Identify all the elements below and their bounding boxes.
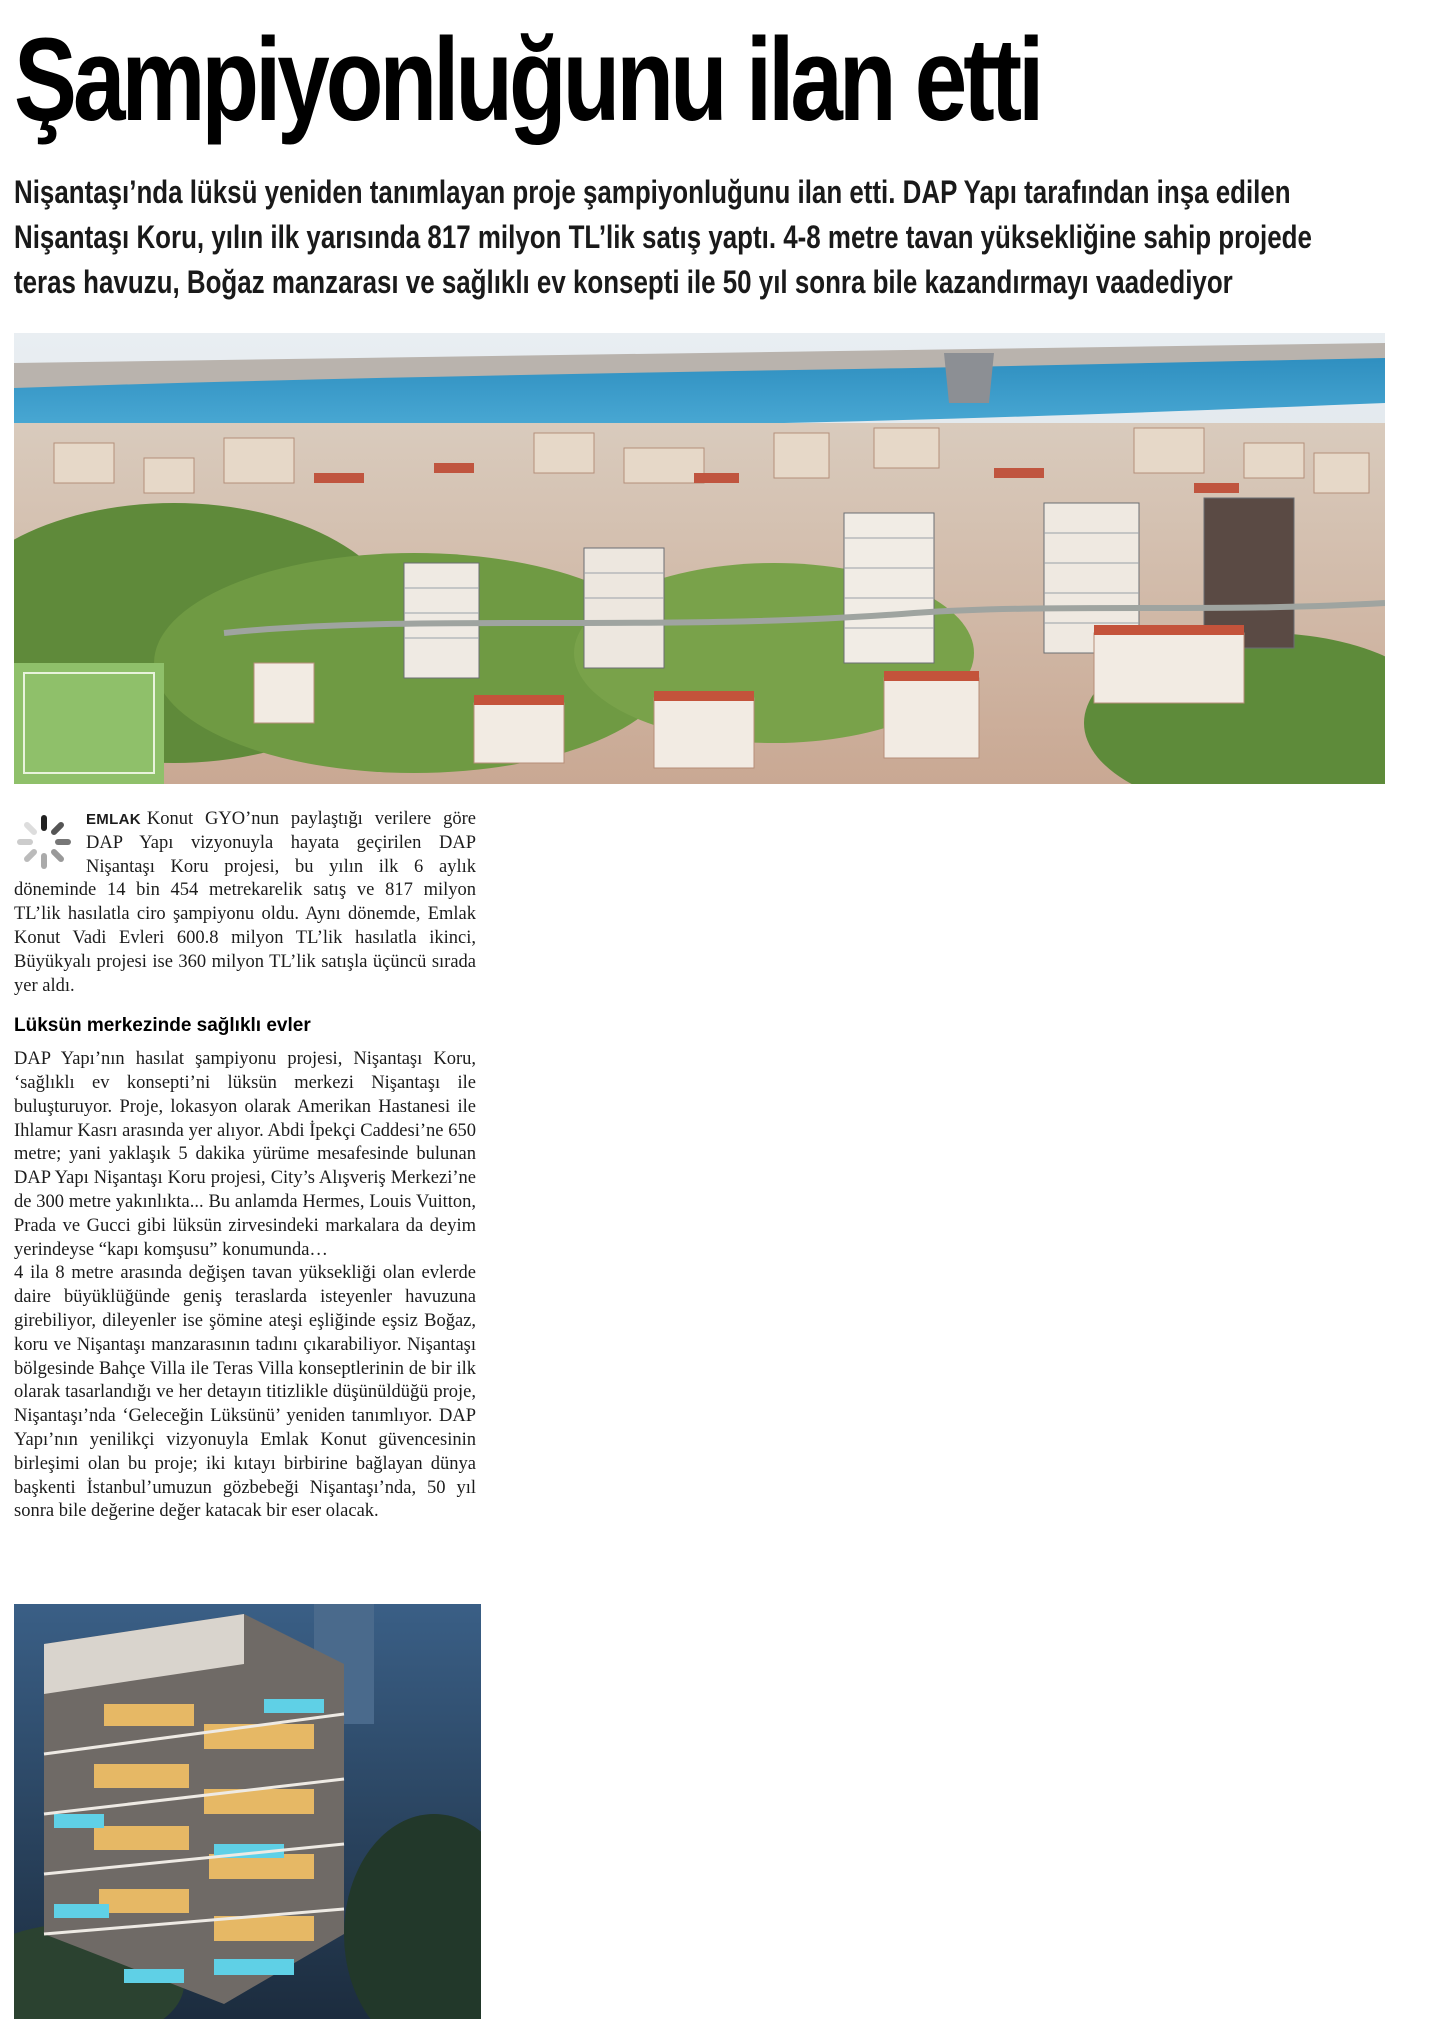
building-rendering-photo (14, 1604, 481, 2019)
deck (14, 170, 1404, 305)
lead-text: Konut GYO’nun paylaştığı verilere göre DAP Yapı vizyonuyla hayata geçirilen DAP Nişantaşı Koru projesi, bu yılın ilk 6 aylık döneminde 14 bin 454 metrekarelik satış ve 817 milyon TL’lik hasılatla ciro şampiyonu oldu. Aynı dönemde, Emlak Konut Vadi Evleri 600.8 milyon TL’lik hasılatla ikinci, Büyükyalı projesi ise 360 milyon TL’lik satışla üçüncü sırada yer aldı. (14, 809, 476, 996)
body-paragraph: 4 ila 8 metre arasında değişen tavan yüksekliği olan evlerde daire büyüklüğünde geniş teraslarda isteyenler havuzuna girebiliyor, dileyenler ise şömine ateşi eşliğinde eşsiz Boğaz, koru ve Nişantaşı manzarasının tadını çıkarabiliyor. Nişantaşı bölgesinde Bahçe Villa ile Teras Villa konseptlerinin de bir ilk olarak tasarlandığı ve her detayın titizlikle düşünüldüğü proje, Nişantaşı’nda ‘Geleceğin Lüksünü’ yeniden tanımlıyor. DAP Yapı’nın yenilikçi vizyonuyla Emlak Konut güvencesinin birleşimi olan bu proje; iki kıtayı birbirine bağlayan dünya başkenti İstanbul’umuzun gözbebeği Nişantaşı’nda, 50 yıl sonra bile değerine değer katacak bir eser olacak. (14, 1263, 476, 1522)
headline: Şampiyonluğunu ilan etti (14, 14, 1041, 146)
deck-line: Nişantaşı’nda lüksü yeniden tanımlayan proje şampiyonluğunu ilan etti. DAP Yapı tarafından inşa edilen (14, 174, 1291, 210)
subheading: Lüksün merkezinde sağlıklı evler (14, 1015, 311, 1037)
deck-line: Nişantaşı Koru, yılın ilk yarısında 817 milyon TL’lik satış yaptı. 4-8 metre tavan yüksekliğine sahip projede (14, 219, 1312, 255)
kicker: EMLAK (86, 811, 141, 828)
body-paragraph: DAP Yapı’nın hasılat şampiyonu projesi, Nişantaşı Koru, ‘sağlıklı ev konsepti’ni lüksün merkezi Nişantaşı ile buluşturuyor. Proje, lokasyon olarak Amerikan Hastanesi ile Ihlamur Kasrı arasında yer alıyor. Abdi İpekçi Caddesi’ne 650 metre; yani yaklaşık 5 dakika yürüme mesafesinde bulunan DAP Yapı Nişantaşı Koru projesi, City’s Alışveriş Merkezi’ne de 300 metre yakınlıkta... Bu anlamda Hermes, Louis Vuitton, Prada ve Gucci gibi lüksün zirvesindeki markalara da deyim yerindeyse “kapı komşusu” konumunda… (14, 1049, 476, 1260)
lead-paragraph (14, 808, 476, 998)
loading-spinner-icon (14, 812, 74, 872)
aerial-city-photo (14, 333, 1385, 784)
article-body (14, 808, 476, 1524)
deck-line: teras havuzu, Boğaz manzarası ve sağlıklı ev konsepti ile 50 yıl sonra bile kazandırmayı vaadediyor (14, 264, 1233, 300)
